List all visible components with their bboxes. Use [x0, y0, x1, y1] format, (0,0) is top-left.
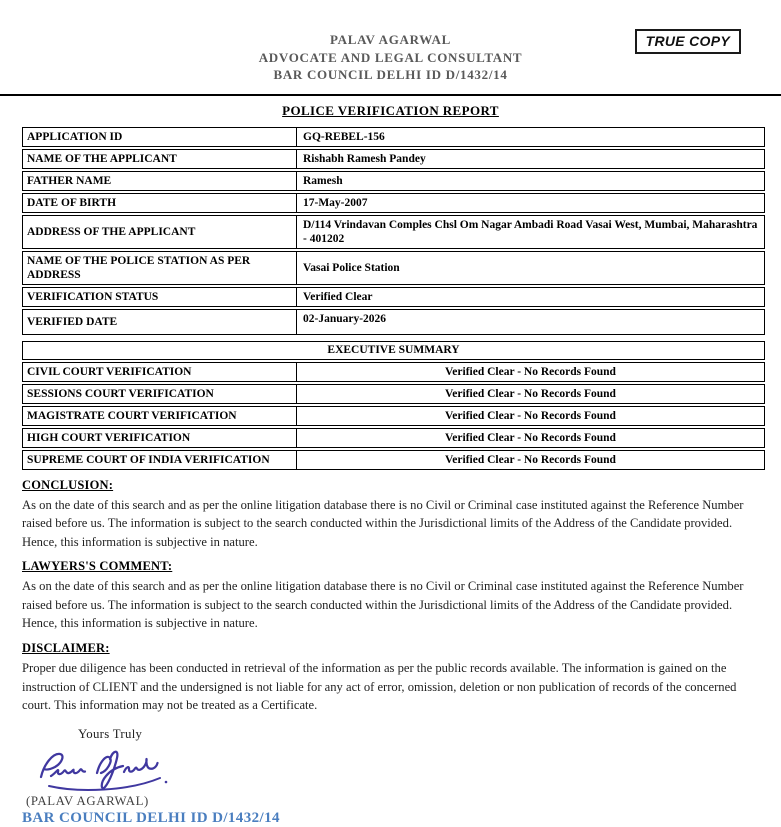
table-row [22, 251, 765, 285]
row-value: Verified Clear - No Records Found [445, 387, 616, 400]
signatory-name: (PALAV AGARWAL) [26, 793, 149, 808]
signature-image [34, 744, 781, 794]
lawyers-comment-section [22, 559, 761, 633]
row-label: NAME OF THE APPLICANT [23, 150, 297, 168]
page-title: POLICE VERIFICATION REPORT [282, 102, 499, 118]
table-row [22, 450, 765, 470]
table-row [22, 193, 765, 213]
row-value: Verified Clear - No Records Found [445, 409, 616, 422]
row-label: NAME OF THE POLICE STATION AS PER ADDRESS [23, 252, 297, 284]
row-value: 17-May-2007 [303, 196, 368, 209]
disclaimer-text: Proper due diligence has been conducted in retrieval of the information as per the public records available. The information is gained on the instruction of CLIENT and the undersigned is not liable for any act of error, omission, deletion or non publication of records of the concerned court. This information may not be treated as a Certificate. [22, 661, 737, 713]
row-value: Ramesh [303, 174, 343, 187]
row-label: APPLICATION ID [23, 128, 297, 146]
row-label: SUPREME COURT OF INDIA VERIFICATION [23, 451, 297, 469]
row-label: DATE OF BIRTH [23, 194, 297, 212]
row-value: Vasai Police Station [303, 261, 400, 274]
row-value: Rishabh Ramesh Pandey [303, 152, 426, 165]
table-row [22, 215, 765, 249]
lawyers-comment-text: As on the date of this search and as per the online litigation database there is no Civil or Criminal case instituted against the Reference Number raised before us. The information is subject to the search conducted within the Jurisdictional limits of the Address of the Candidate provided. Hence, this information is subjective in nature. [22, 579, 744, 631]
advocate-bar-id: BAR COUNCIL DELHI ID D/1432/14 [273, 67, 508, 82]
row-value: D/114 Vrindavan Comples Chsl Om Nagar Ambadi Road Vasai West, Mumbai, Maharashtra - 401202 [303, 218, 758, 245]
lawyers-comment-heading: LAWYERS'S COMMENT: [22, 559, 173, 574]
row-label: VERIFICATION STATUS [23, 288, 297, 306]
table-row [22, 171, 765, 191]
conclusion-heading: CONCLUSION: [22, 477, 114, 492]
row-label: SESSIONS COURT VERIFICATION [23, 385, 297, 403]
table-row [22, 309, 765, 335]
true-copy-stamp-label: TRUE COPY [645, 33, 730, 49]
row-label: HIGH COURT VERIFICATION [23, 429, 297, 447]
row-label: MAGISTRATE COURT VERIFICATION [23, 407, 297, 425]
row-label: VERIFIED DATE [23, 310, 297, 334]
true-copy-stamp [635, 29, 741, 54]
summary-header-row [22, 341, 765, 360]
executive-summary-table [22, 341, 765, 470]
row-label: CIVIL COURT VERIFICATION [23, 363, 297, 381]
row-label: ADDRESS OF THE APPLICANT [23, 216, 297, 248]
table-row [22, 384, 765, 404]
table-row [22, 406, 765, 426]
row-value: Verified Clear [303, 290, 373, 303]
disclaimer-section [22, 641, 761, 715]
table-row [22, 362, 765, 382]
closing-line: Yours Truly [78, 726, 143, 741]
signatory-bar-council-id: BAR COUNCIL DELHI ID D/1432/14 [22, 809, 280, 826]
row-value: Verified Clear - No Records Found [445, 431, 616, 444]
row-value: Verified Clear - No Records Found [445, 453, 616, 466]
summary-title: EXECUTIVE SUMMARY [327, 344, 460, 356]
row-value: 02-January-2026 [303, 312, 387, 325]
table-row [22, 428, 765, 448]
row-label: FATHER NAME [23, 172, 297, 190]
table-row [22, 287, 765, 307]
disclaimer-heading: DISCLAIMER: [22, 641, 110, 656]
advocate-name: PALAV AGARWAL [330, 32, 451, 47]
table-row [22, 127, 765, 147]
row-value: GQ-REBEL-156 [303, 130, 385, 143]
conclusion-text: As on the date of this search and as per the online litigation database there is no Civil or Criminal case instituted against the Reference Number raised before us. The information is subject to the search conducted within the Jurisdictional limits of the Address of the Candidate provided. Hence, this information is subjective in nature. [22, 497, 744, 549]
conclusion-section [22, 478, 761, 552]
advocate-title: ADVOCATE AND LEGAL CONSULTANT [258, 49, 523, 65]
table-row [22, 149, 765, 169]
applicant-details-table [22, 127, 765, 335]
header-divider [0, 94, 781, 96]
row-value: Verified Clear - No Records Found [445, 365, 616, 378]
